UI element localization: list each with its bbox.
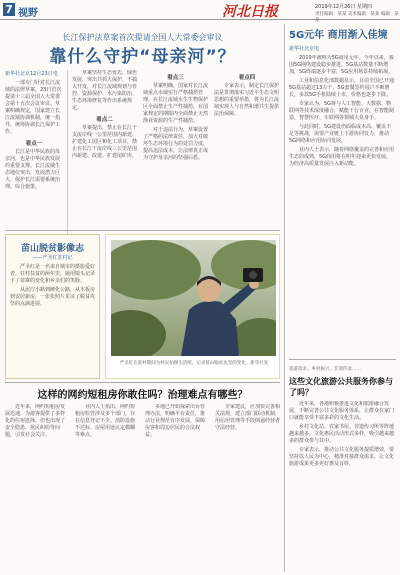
sidebar-paragraph: 业内人士表示，随着网络覆盖的完善和应用生态的成熟，5G商用将在明年迎来更快发展，为经济高质量发展注入新动能。 xyxy=(289,147,395,167)
feature-subtitle: ——严圣红驻村记 xyxy=(32,255,73,261)
feature-panel xyxy=(5,234,100,379)
photographer-scene xyxy=(111,240,276,356)
bottom-column-d xyxy=(215,404,280,569)
feature-paragraph: 从泥泞小路到硬化公路，从木板房到安居新房，一张张照片见证了脱贫攻坚的点滴进展。 xyxy=(10,287,96,307)
sidebar-body-2 xyxy=(289,401,396,575)
bottom-column-a xyxy=(5,404,69,569)
main-content xyxy=(5,24,280,572)
sidebar-headline: 5G元年 商用渐入佳境 xyxy=(289,30,388,41)
page-number: 7 xyxy=(3,3,15,16)
main-column-b xyxy=(72,70,137,230)
main-paragraph: 草案坚持生态优先、绿色发展，突出共抓大保护、不搞大开发，对长江流域规划与管控、资源保护、水污染防治、生态环境修复等作出系统规定。 xyxy=(72,70,137,111)
sidebar-paragraph: 专家表示，推动公共文化服务提质增效，要坚持以人民为中心，精准对接群众需求，让文化旅游成果更多更好惠及百姓。 xyxy=(289,447,395,467)
photo-frame xyxy=(105,234,280,379)
main-byline: 新华社北京12月23日电 xyxy=(5,71,58,77)
feature-title: 苗山脱贫影像志 xyxy=(20,244,84,254)
sidebar-kicker: 旅游需求、乡村振兴、非遗传承…… xyxy=(289,367,361,372)
bottom-paragraph: 业内人士指出，网约短租房监管涉及多个部门，存在信息登记不全、消防设施不达标、房屋用途认定模糊等难点。 xyxy=(75,404,136,438)
section-rule xyxy=(5,382,280,383)
bottom-headline: 这样的网约短租房你敢住吗？治理难点有哪些？ xyxy=(37,390,248,401)
sidebar-paragraph: 专家认为，5G将与人工智能、大数据、物联网等技术深度融合，赋能千行百业，在智能制造、智慧医疗、车联网等领域大显身手。 xyxy=(289,101,395,121)
main-column-d xyxy=(214,70,280,230)
main-subhead: 看点三 xyxy=(167,75,184,81)
sidebar-rule xyxy=(289,359,396,360)
section-rule xyxy=(5,230,280,231)
main-paragraph: 一部专门针对长江流域的法律草案，23日首次提请十三届全国人大常委会第十五次会议审议。草案明确规定，国家建立长江流域协调机制，统一指导、统筹协调长江保护工作。 xyxy=(5,80,62,135)
sidebar-paragraph: 工业和信息化部数据显示，目前全国已开通5G基站超过13万个，5G套餐签约用户不断增长，多款5G手机陆续上市，价格也逐步下降。 xyxy=(289,78,395,98)
bottom-paragraph: 多地已开始探索出台管理办法，明确平台责任，推动行业规范有序发展，保障房客和周边居民的合法权益。 xyxy=(145,404,206,438)
main-subhead: 看点一 xyxy=(25,141,43,147)
main-headline: 靠什么守护“母亲河”？ xyxy=(49,47,236,67)
section-name: 视野 xyxy=(18,8,38,19)
sidebar-headline-2: 这些文化旅游公共服务你参与了吗？ xyxy=(289,377,393,397)
sidebar-paragraph: 2019年被称为5G商用元年。今年以来，我国5G网络建设稳步推进，5G基站数量不断增加，5G终端逐步丰富，5G应用场景持续拓展。 xyxy=(289,55,394,75)
bottom-column-b xyxy=(75,404,139,569)
main-subhead: 看点四 xyxy=(238,75,256,81)
sidebar-paragraph: 与此同时，5G建设仍面临成本高、覆盖不足等挑战，需要产业链上下游协同发力，推动5G网络和应用协同发展。 xyxy=(289,124,392,144)
sidebar-paragraph: 乡村文化站、农家书屋、非遗传习所等阵地越来越多，文化惠民活动形式多样，吸引越来越多的群众参与其中。 xyxy=(289,424,395,444)
main-column-a xyxy=(5,70,63,230)
main-paragraph: 草案提出，禁止在长江干支流岸线一公里范围内新建、扩建化工园区和化工项目，禁止在长江干流岸线三公里范围内新建、改建、扩建尾矿库。 xyxy=(72,125,137,159)
photo-caption: 严圣红在驻村期间为村民拍摄生活照，记录苗山脱贫攻坚的变化。新华社发 xyxy=(119,361,269,366)
issue-date: 2019年12月26日 星期四 xyxy=(315,4,373,10)
photo-image xyxy=(111,240,276,356)
masthead xyxy=(0,0,400,23)
sidebar-byline: 新华社北京电 xyxy=(289,46,320,52)
bottom-column-c xyxy=(145,404,209,569)
main-paragraph: 对于违法行为，草案设置了严格的法律责任，加大对破坏生态环境行为的处罚力度，提高违法成本，让法律真正成为守护母亲河的坚强后盾。 xyxy=(143,127,208,161)
sidebar-paragraph: 近年来，各地积极推进文化和旅游融合发展，不断完善公共文化服务体系，让群众在家门口就能享受丰富多彩的文化生活。 xyxy=(289,401,395,421)
newspaper-logo: 河北日报 xyxy=(222,4,278,20)
feature-paragraph: 严圣红是一名来自城市的摄影爱好者，驻村扶贫的两年里，她用镜头记录下了苗寨的变化和乡亲们的笑脸。 xyxy=(10,264,96,284)
bottom-paragraph: 近年来，网约短租房发展迅速，为游客提供了多样化的住宿选择，但也出现了安全隐患、扰民纠纷等问题，引发社会关注。 xyxy=(5,404,66,438)
main-paragraph: 长江是中华民族的母亲河，也是中华民族发展的重要支撑。长江流域生态地位突出、发展潜力巨大，保护长江需要系统治理、综合施策。 xyxy=(5,149,61,190)
main-column-c xyxy=(143,70,208,230)
column-divider xyxy=(67,70,68,255)
sidebar xyxy=(284,24,396,572)
bottom-paragraph: 专家建议，应加快完善相关法规，建立部门联动机制，用信用管理等手段倒逼经营者守法经营。 xyxy=(215,404,280,431)
main-paragraph: 专家表示，制定长江保护法是贯彻落实习近平生态文明思想的重要举措，将为长江流域实现人与自然和谐共生提供法治保障。 xyxy=(214,83,280,117)
editor-credits: 责任编辑：某某 美术编辑：某某 编辑：某某 xyxy=(315,12,399,23)
main-subhead: 看点二 xyxy=(96,117,113,123)
sidebar-body xyxy=(289,55,396,355)
main-kicker: 长江保护法草案首次提请全国人大常委会审议 xyxy=(62,33,223,42)
main-paragraph: 草案明确，国家对长江流域重点水域实行严格捕捞管理，在长江流域水生生物保护区全面禁止生产性捕捞，在国家规定的期限内全面禁止天然渔业资源的生产性捕捞。 xyxy=(143,83,208,124)
